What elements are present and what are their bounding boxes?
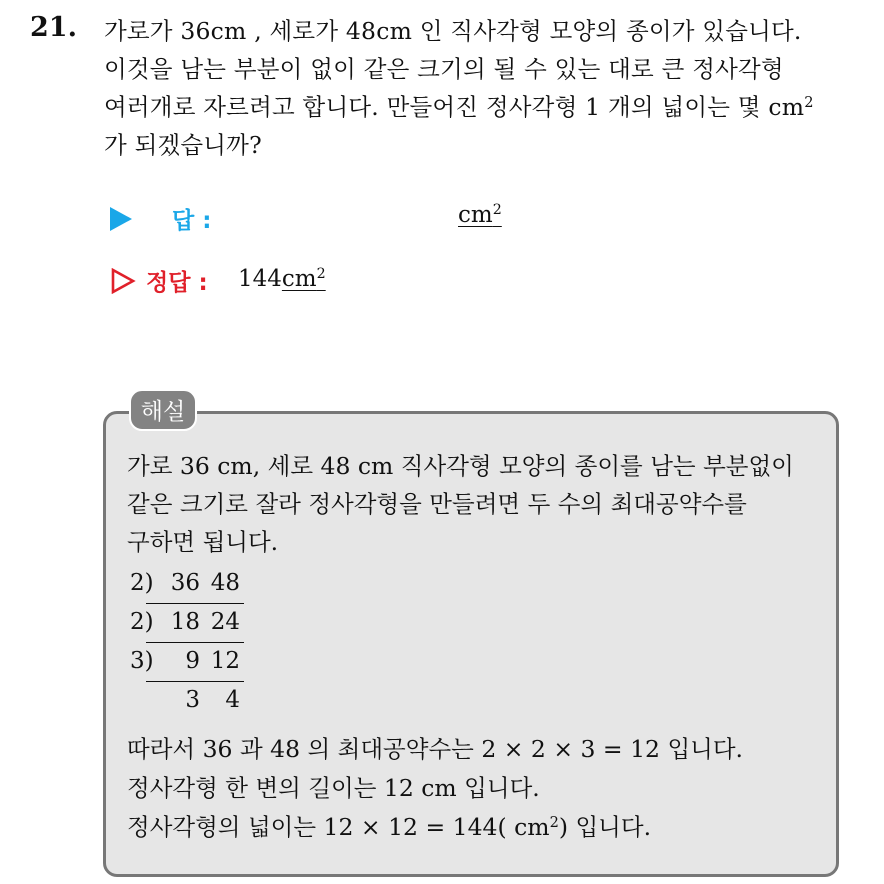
correct-answer-label: 정답 : <box>146 270 208 296</box>
question-line: 이것을 남는 부분이 없이 같은 크기의 될 수 있는 대로 큰 정사각형 <box>104 55 784 83</box>
answer-label: 답 : <box>172 208 212 234</box>
question-number: 21. <box>30 12 77 43</box>
explanation-line: 같은 크기로 잘라 정사각형을 만들려면 두 수의 최대공약수를 <box>127 490 747 518</box>
answer-unit: $cm^2$ <box>458 202 502 228</box>
division-row <box>130 648 330 680</box>
outline-triangle-icon <box>110 268 136 294</box>
superscript: 2 <box>804 94 814 111</box>
division-line <box>146 681 244 682</box>
explanation-line: 가로 36 cm, 세로 48 cm 직사각형 모양의 종이를 남는 부분없이 <box>127 452 794 480</box>
explanation-line: 따라서 36 과 48 의 최대공약수는 2 × 2 × 3 = 12 입니다. <box>127 735 744 763</box>
division-value: 48 <box>210 570 240 596</box>
ladder-division <box>130 570 330 720</box>
correct-answer-row <box>110 264 530 300</box>
division-value: 24 <box>210 609 240 635</box>
correct-answer-value: $144cm^2$ <box>238 266 326 292</box>
question-line: 가로가 36cm , 세로가 48cm 인 직사각형 모양의 종이가 있습니다. <box>104 17 802 45</box>
division-row <box>130 570 330 602</box>
question-text <box>104 12 874 164</box>
division-line <box>146 642 244 643</box>
division-row <box>130 609 330 641</box>
explanation-line: 정사각형의 넓이는 12 × 12 = 144( $cm^2$) 입니다. <box>127 813 652 841</box>
play-triangle-icon <box>110 207 132 231</box>
explanation-tag: 해설 <box>129 389 197 431</box>
division-divisor: 3) <box>130 648 154 674</box>
explanation-intro <box>127 447 827 561</box>
division-line <box>146 603 244 604</box>
division-value: 12 <box>210 648 240 674</box>
division-row <box>130 687 330 719</box>
explanation-line: 정사각형 한 변의 길이는 12 cm 입니다. <box>127 774 540 802</box>
division-divisor: 2) <box>130 570 154 596</box>
explanation-line: 구하면 됩니다. <box>127 528 279 556</box>
division-value: 18 <box>170 609 200 635</box>
division-divisor: 2) <box>130 609 154 635</box>
explanation-conclusion <box>127 730 827 847</box>
answer-row <box>110 202 530 238</box>
question-line: 가 되겠습니까? <box>104 131 262 159</box>
division-value: 3 <box>185 687 200 713</box>
division-value: 36 <box>170 570 200 596</box>
division-value: 9 <box>185 648 200 674</box>
question-line: 여러개로 자르려고 합니다. 만들어진 정사각형 1 개의 넓이는 몇 $cm^2$ <box>104 93 814 121</box>
division-value: 4 <box>225 687 240 713</box>
